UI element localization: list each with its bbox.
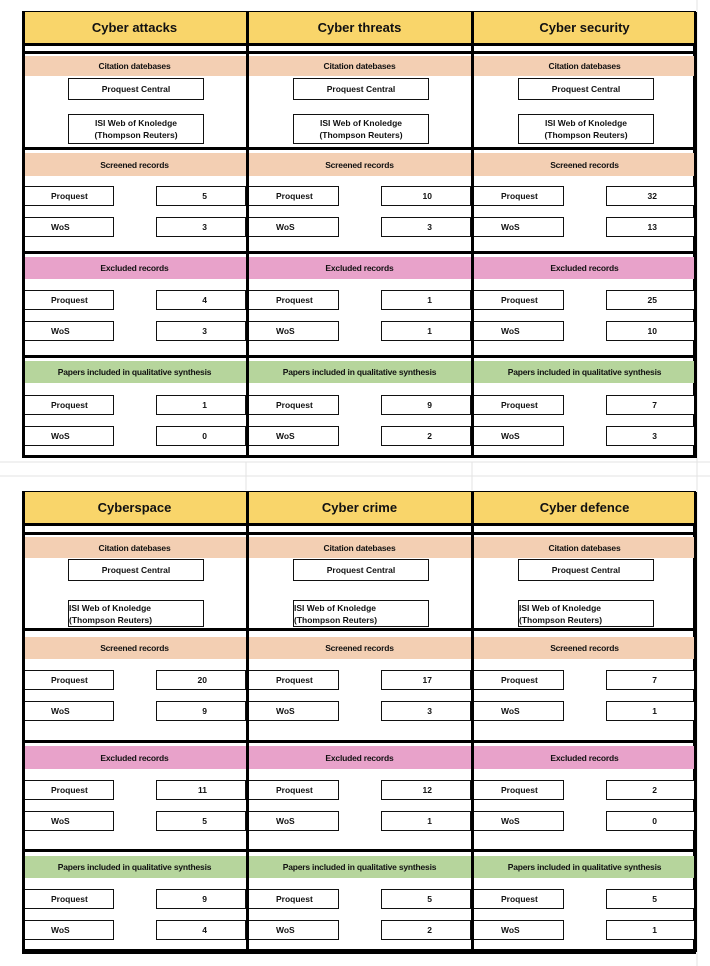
isi-line-1: ISI Web of Knoledge [544, 118, 627, 128]
isi-web-of-knowledge-box[interactable] [68, 114, 204, 144]
wos-label[interactable]: WoS [247, 701, 339, 721]
column-divider [246, 492, 249, 952]
excluded-wos-value[interactable]: 5 [156, 811, 246, 831]
section-divider [22, 628, 696, 631]
proquest-label[interactable]: Proquest [22, 290, 114, 310]
screened-wos-value[interactable]: 13 [606, 217, 696, 237]
excluded-wos-value[interactable]: 1 [381, 811, 471, 831]
proquest-label[interactable]: Proquest [247, 290, 339, 310]
isi-line-2: (Thompson Reuters) [294, 615, 378, 625]
excluded-header[interactable]: Excluded records [22, 746, 247, 769]
isi-web-of-knowledge-box[interactable] [518, 114, 654, 144]
screened-wos-value[interactable]: 3 [156, 217, 246, 237]
isi-line-2: (Thompson Reuters) [319, 130, 403, 140]
wos-label[interactable]: WoS [472, 426, 564, 446]
proquest-label[interactable]: Proquest [472, 889, 564, 909]
papers-wos-value[interactable]: 3 [606, 426, 696, 446]
isi-line-2: (Thompson Reuters) [69, 615, 153, 625]
screened-proquest-value[interactable]: 32 [606, 186, 696, 206]
screened-header[interactable]: Screened records [247, 637, 472, 659]
papers-wos-value[interactable]: 2 [381, 426, 471, 446]
screened-proquest-value[interactable]: 20 [156, 670, 246, 690]
column-title[interactable]: Cyber threats [247, 12, 472, 43]
papers-header[interactable]: Papers included in qualitative synthesis [247, 856, 472, 878]
excluded-wos-value[interactable]: 10 [606, 321, 696, 341]
column-divider [246, 12, 249, 458]
screened-proquest-value[interactable]: 5 [156, 186, 246, 206]
proquest-central-box[interactable]: Proquest Central [518, 78, 654, 100]
section-divider [22, 849, 696, 852]
section-divider [22, 251, 696, 254]
papers-proquest-value[interactable]: 5 [606, 889, 696, 909]
excluded-proquest-value[interactable]: 25 [606, 290, 696, 310]
wos-label[interactable]: WoS [247, 321, 339, 341]
isi-line-1: ISI Web of Knoledge [69, 603, 152, 613]
section-divider [22, 523, 696, 526]
papers-header[interactable]: Papers included in qualitative synthesis [472, 361, 697, 383]
isi-line-1: ISI Web of Knoledge [294, 603, 377, 613]
citation-header[interactable]: Citation datebases [247, 56, 472, 76]
screened-header[interactable]: Screened records [22, 153, 247, 176]
proquest-label[interactable]: Proquest [472, 395, 564, 415]
section-divider [22, 455, 696, 458]
proquest-label[interactable]: Proquest [22, 186, 114, 206]
proquest-label[interactable]: Proquest [247, 780, 339, 800]
papers-header[interactable]: Papers included in qualitative synthesis [247, 361, 472, 383]
papers-proquest-value[interactable]: 9 [381, 395, 471, 415]
column-title[interactable]: Cyber crime [247, 492, 472, 523]
isi-web-of-knowledge-box[interactable] [293, 600, 429, 627]
proquest-central-box[interactable]: Proquest Central [293, 559, 429, 581]
isi-line-2: (Thompson Reuters) [94, 130, 178, 140]
proquest-label[interactable]: Proquest [22, 395, 114, 415]
wos-label[interactable]: WoS [472, 920, 564, 940]
citation-header[interactable]: Citation datebases [472, 537, 697, 558]
excluded-proquest-value[interactable]: 1 [381, 290, 471, 310]
citation-header[interactable]: Citation datebases [247, 537, 472, 558]
excluded-header[interactable]: Excluded records [247, 257, 472, 279]
wos-label[interactable]: WoS [247, 920, 339, 940]
wos-label[interactable]: WoS [472, 217, 564, 237]
section-divider [22, 740, 696, 743]
column-divider [471, 12, 474, 458]
papers-header[interactable]: Papers included in qualitative synthesis [22, 361, 247, 383]
papers-wos-value[interactable]: 2 [381, 920, 471, 940]
column-title[interactable]: Cyber attacks [22, 12, 247, 43]
excluded-header[interactable]: Excluded records [472, 746, 697, 769]
papers-proquest-value[interactable]: 5 [381, 889, 471, 909]
wos-label[interactable]: WoS [472, 701, 564, 721]
proquest-label[interactable]: Proquest [472, 290, 564, 310]
column-divider [471, 492, 474, 952]
column-divider [694, 492, 697, 952]
proquest-label[interactable]: Proquest [472, 186, 564, 206]
screened-header[interactable]: Screened records [247, 153, 472, 176]
isi-line-2: (Thompson Reuters) [544, 130, 628, 140]
excluded-header[interactable]: Excluded records [472, 257, 697, 279]
screened-header[interactable]: Screened records [472, 153, 697, 176]
column-divider [694, 12, 697, 458]
section-divider [22, 51, 696, 54]
wos-label[interactable]: WoS [22, 811, 114, 831]
screened-proquest-value[interactable]: 10 [381, 186, 471, 206]
screened-wos-value[interactable]: 3 [381, 217, 471, 237]
screened-wos-value[interactable]: 3 [381, 701, 471, 721]
proquest-central-box[interactable]: Proquest Central [518, 559, 654, 581]
screened-wos-value[interactable]: 1 [606, 701, 696, 721]
proquest-label[interactable]: Proquest [472, 670, 564, 690]
section-divider [22, 532, 696, 535]
excluded-proquest-value[interactable]: 12 [381, 780, 471, 800]
excluded-proquest-value[interactable]: 2 [606, 780, 696, 800]
proquest-label[interactable]: Proquest [22, 889, 114, 909]
papers-wos-value[interactable]: 0 [156, 426, 246, 446]
column-title[interactable]: Cyber security [472, 12, 697, 43]
wos-label[interactable]: WoS [247, 811, 339, 831]
screened-proquest-value[interactable]: 7 [606, 670, 696, 690]
proquest-label[interactable]: Proquest [22, 670, 114, 690]
proquest-central-box[interactable]: Proquest Central [293, 78, 429, 100]
column-title[interactable]: Cyberspace [22, 492, 247, 523]
column-title[interactable]: Cyber defence [472, 492, 697, 523]
screened-header[interactable]: Screened records [22, 637, 247, 659]
column-divider [22, 12, 25, 458]
wos-label[interactable]: WoS [247, 217, 339, 237]
citation-header[interactable]: Citation datebases [22, 56, 247, 76]
proquest-label[interactable]: Proquest [247, 670, 339, 690]
section-divider [22, 951, 696, 954]
papers-wos-value[interactable]: 4 [156, 920, 246, 940]
excluded-header[interactable]: Excluded records [22, 257, 247, 279]
wos-label[interactable]: WoS [22, 920, 114, 940]
excluded-proquest-value[interactable]: 11 [156, 780, 246, 800]
proquest-label[interactable]: Proquest [247, 186, 339, 206]
excluded-header[interactable]: Excluded records [247, 746, 472, 769]
isi-line-1: ISI Web of Knoledge [519, 603, 602, 613]
wos-label[interactable]: WoS [22, 321, 114, 341]
isi-line-1: ISI Web of Knoledge [94, 118, 177, 128]
papers-header[interactable]: Papers included in qualitative synthesis [472, 856, 697, 878]
excluded-wos-value[interactable]: 3 [156, 321, 246, 341]
excluded-wos-value[interactable]: 1 [381, 321, 471, 341]
wos-label[interactable]: WoS [22, 426, 114, 446]
proquest-label[interactable]: Proquest [247, 889, 339, 909]
papers-proquest-value[interactable]: 9 [156, 889, 246, 909]
wos-label[interactable]: WoS [472, 811, 564, 831]
wos-label[interactable]: WoS [247, 426, 339, 446]
wos-label[interactable]: WoS [22, 701, 114, 721]
isi-web-of-knowledge-box[interactable] [293, 114, 429, 144]
excluded-wos-value[interactable]: 0 [606, 811, 696, 831]
wos-label[interactable]: WoS [472, 321, 564, 341]
section-divider [22, 355, 696, 358]
papers-proquest-value[interactable]: 7 [606, 395, 696, 415]
excluded-proquest-value[interactable]: 4 [156, 290, 246, 310]
citation-header[interactable]: Citation datebases [22, 537, 247, 558]
column-divider [22, 492, 25, 952]
proquest-label[interactable]: Proquest [247, 395, 339, 415]
isi-line-2: (Thompson Reuters) [519, 615, 603, 625]
papers-proquest-value[interactable]: 1 [156, 395, 246, 415]
papers-wos-value[interactable]: 1 [606, 920, 696, 940]
screened-proquest-value[interactable]: 17 [381, 670, 471, 690]
section-divider [22, 43, 696, 46]
proquest-label[interactable]: Proquest [22, 780, 114, 800]
screened-wos-value[interactable]: 9 [156, 701, 246, 721]
proquest-central-box[interactable]: Proquest Central [68, 78, 204, 100]
section-divider [22, 147, 696, 150]
isi-web-of-knowledge-box[interactable] [68, 600, 204, 627]
papers-header[interactable]: Papers included in qualitative synthesis [22, 856, 247, 878]
wos-label[interactable]: WoS [22, 217, 114, 237]
screened-header[interactable]: Screened records [472, 637, 697, 659]
isi-line-1: ISI Web of Knoledge [319, 118, 402, 128]
citation-header[interactable]: Citation datebases [472, 56, 697, 76]
isi-web-of-knowledge-box[interactable] [518, 600, 654, 627]
proquest-central-box[interactable]: Proquest Central [68, 559, 204, 581]
proquest-label[interactable]: Proquest [472, 780, 564, 800]
